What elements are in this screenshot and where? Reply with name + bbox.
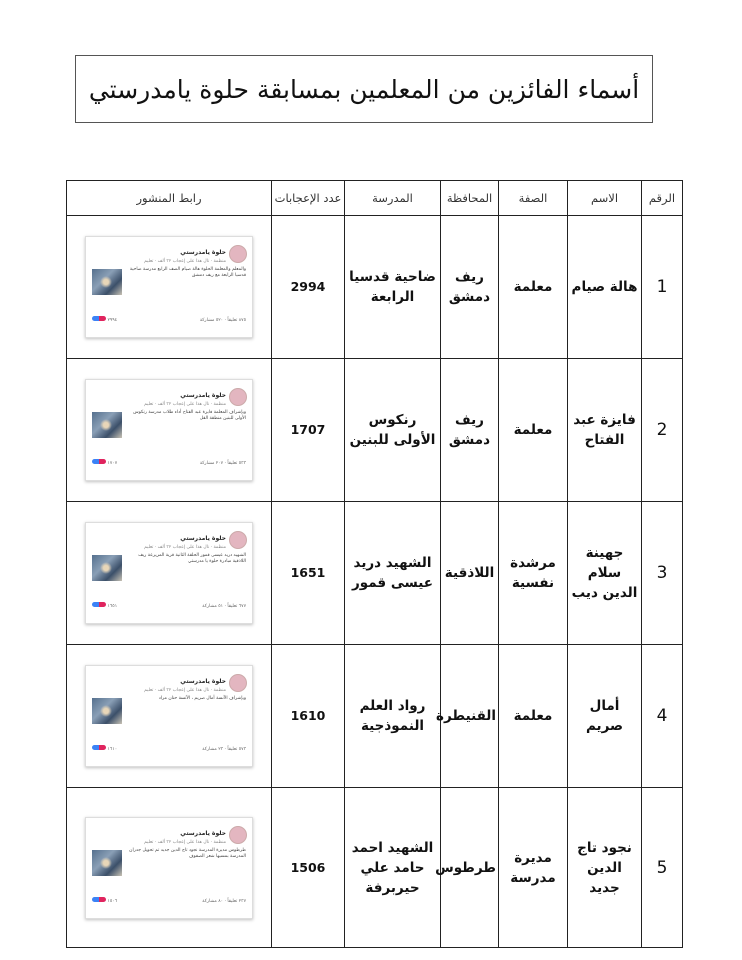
header-school: المدرسة xyxy=(345,181,441,216)
post-reactions xyxy=(92,311,117,331)
page-avatar xyxy=(229,674,247,692)
post-text: الشهيد دريد عيسى قمور الحلقة الثانية قرية المزيرعة ريف اللاذقية مبادرة حلوة يا مدرستي xyxy=(138,553,246,564)
row-name: جهينة سلام الدين ديب xyxy=(568,502,642,645)
row-role: مرشدة نفسية xyxy=(499,502,568,645)
post-footer xyxy=(92,740,246,760)
page-avatar xyxy=(229,388,247,406)
post-reactions xyxy=(92,740,117,760)
post-image xyxy=(92,412,122,438)
post-page-subtitle: منظمة · نال هذا على إعجاب ٣٢ ألف · تعليم xyxy=(144,545,226,550)
table-row xyxy=(67,788,683,948)
post-image xyxy=(92,555,122,581)
row-post-link[interactable] xyxy=(67,216,272,359)
row-name: نجود تاج الدين جديد xyxy=(568,788,642,948)
post-image xyxy=(92,698,122,724)
post-card[interactable] xyxy=(85,379,253,481)
post-text: والمعلم والمعلمة الحلوة هالة صيام الصف الرابع مدرسة ضاحية قدسيا الرابعة مع ريف دمشق xyxy=(129,267,246,278)
post-comments-shares: ٥٧٣ تعليقاً · ٢٣ مشاركة xyxy=(202,747,246,752)
header-role: الصفة xyxy=(499,181,568,216)
post-reaction-count: ١٦٥١ xyxy=(107,604,118,609)
page-avatar xyxy=(229,245,247,263)
header-post-link: رابط المنشور xyxy=(67,181,272,216)
post-card[interactable] xyxy=(85,665,253,767)
row-number: 3 xyxy=(642,502,683,645)
row-post-link[interactable] xyxy=(67,502,272,645)
post-reaction-count: ١٧٠٧ xyxy=(107,461,118,466)
row-governorate: ريف دمشق xyxy=(441,216,499,359)
post-footer xyxy=(92,311,246,331)
post-text: وبإشراف المعلمة فايزة عبد الفتاح أداء طلاب مدرسة رنكوس الأولى للبنين منطقة القل xyxy=(133,410,246,421)
post-page-name: حلوة يامدرستي xyxy=(180,535,226,542)
row-school: رواد العلم النموذجية xyxy=(345,645,441,788)
post-card[interactable] xyxy=(85,817,253,919)
post-reaction-count: ٢٩٩٤ xyxy=(107,318,118,323)
row-governorate: القنيطرة xyxy=(441,645,499,788)
row-number: 1 xyxy=(642,216,683,359)
row-governorate: اللاذقية xyxy=(441,502,499,645)
row-name: فايزة عبد الفتاح xyxy=(568,359,642,502)
reactions-icon xyxy=(92,745,106,750)
post-image xyxy=(92,850,122,876)
post-page-name: حلوة يامدرستي xyxy=(180,249,226,256)
row-number: 2 xyxy=(642,359,683,502)
header-governorate: المحافظة xyxy=(441,181,499,216)
post-footer xyxy=(92,454,246,474)
title-box xyxy=(75,55,653,123)
post-reaction-count: ١٦١٠ xyxy=(107,747,118,752)
row-name: هالة صيام xyxy=(568,216,642,359)
post-comments-shares: ٥٣٣ تعليقاً · ٢٠٧ مشاركة xyxy=(199,461,246,466)
row-school: رنكوس الأولى للبنين xyxy=(345,359,441,502)
post-page-subtitle: منظمة · نال هذا على إعجاب ٣٢ ألف · تعليم xyxy=(144,839,226,845)
post-footer xyxy=(92,892,246,912)
page-avatar xyxy=(229,531,247,549)
row-number: 5 xyxy=(642,788,683,948)
header-likes: عدد الإعجابات xyxy=(272,181,345,216)
post-reactions xyxy=(92,597,117,617)
row-governorate: طرطوس xyxy=(441,788,499,948)
row-role: معلمة xyxy=(499,359,568,502)
post-text: وبإشراف الآنسة أمال صريم ، الآنسة حنان مراد xyxy=(158,696,246,701)
row-role: مديرة مدرسة xyxy=(499,788,568,948)
row-governorate: ريف دمشق xyxy=(441,359,499,502)
header-name: الاسم xyxy=(568,181,642,216)
winners-table xyxy=(66,180,683,948)
post-comments-shares: ٨٧٥ تعليقاً · ٥٢٠ مشاركة xyxy=(199,318,246,323)
row-post-link[interactable] xyxy=(67,359,272,502)
post-reactions xyxy=(92,454,117,474)
row-likes: 1610 xyxy=(272,645,345,788)
post-page-name: حلوة يامدرستي xyxy=(180,678,226,685)
row-school: الشهيد دريد عيسى قمور xyxy=(345,502,441,645)
header-row xyxy=(67,181,683,216)
table-row xyxy=(67,359,683,502)
post-image xyxy=(92,269,122,295)
post-page-name: حلوة يامدرستي xyxy=(180,829,226,837)
row-school: الشهيد احمد حامد علي حيربرفة xyxy=(345,788,441,948)
reactions-icon xyxy=(92,316,106,321)
page-title: أسماء الفائزين من المعلمين بمسابقة حلوة يامدرستي xyxy=(88,74,640,104)
row-post-link[interactable] xyxy=(67,788,272,948)
post-page-name: حلوة يامدرستي xyxy=(180,392,226,399)
row-likes: 1651 xyxy=(272,502,345,645)
post-comments-shares: ٢٣٧ تعليقاً · ٨٠ مشاركة xyxy=(202,898,246,904)
post-reaction-count: ١٥٠٦ xyxy=(107,898,118,904)
row-post-link[interactable] xyxy=(67,645,272,788)
row-role: معلمة xyxy=(499,645,568,788)
post-text: طرطوس مديرة المدرسة نجود تاج الدين جديد تم تحويل جدران المدرسة بمسيها شعر الصفوف xyxy=(129,847,246,859)
row-school: ضاحية قدسيا الرابعة xyxy=(345,216,441,359)
header-num: الرقم xyxy=(642,181,683,216)
row-name: أمال صريم xyxy=(568,645,642,788)
table-row xyxy=(67,645,683,788)
page-avatar xyxy=(229,826,247,844)
reactions-icon xyxy=(92,459,106,464)
post-page-subtitle: منظمة · نال هذا على إعجاب ٣٢ ألف · تعليم xyxy=(144,688,226,693)
post-page-subtitle: منظمة · نال هذا على إعجاب ٣٢ ألف · تعليم xyxy=(144,402,226,407)
post-card[interactable] xyxy=(85,522,253,624)
post-page-subtitle: منظمة · نال هذا على إعجاب ٣٢ ألف · تعليم xyxy=(144,259,226,264)
row-likes: 1707 xyxy=(272,359,345,502)
post-card[interactable] xyxy=(85,236,253,338)
row-likes: 2994 xyxy=(272,216,345,359)
table-row xyxy=(67,502,683,645)
reactions-icon xyxy=(92,897,106,902)
post-footer xyxy=(92,597,246,617)
row-role: معلمة xyxy=(499,216,568,359)
table-row xyxy=(67,216,683,359)
post-reactions xyxy=(92,892,117,912)
post-comments-shares: ٦٧٧ تعليقاً · ٥١ مشاركة xyxy=(202,604,246,609)
reactions-icon xyxy=(92,602,106,607)
row-likes: 1506 xyxy=(272,788,345,948)
row-number: 4 xyxy=(642,645,683,788)
